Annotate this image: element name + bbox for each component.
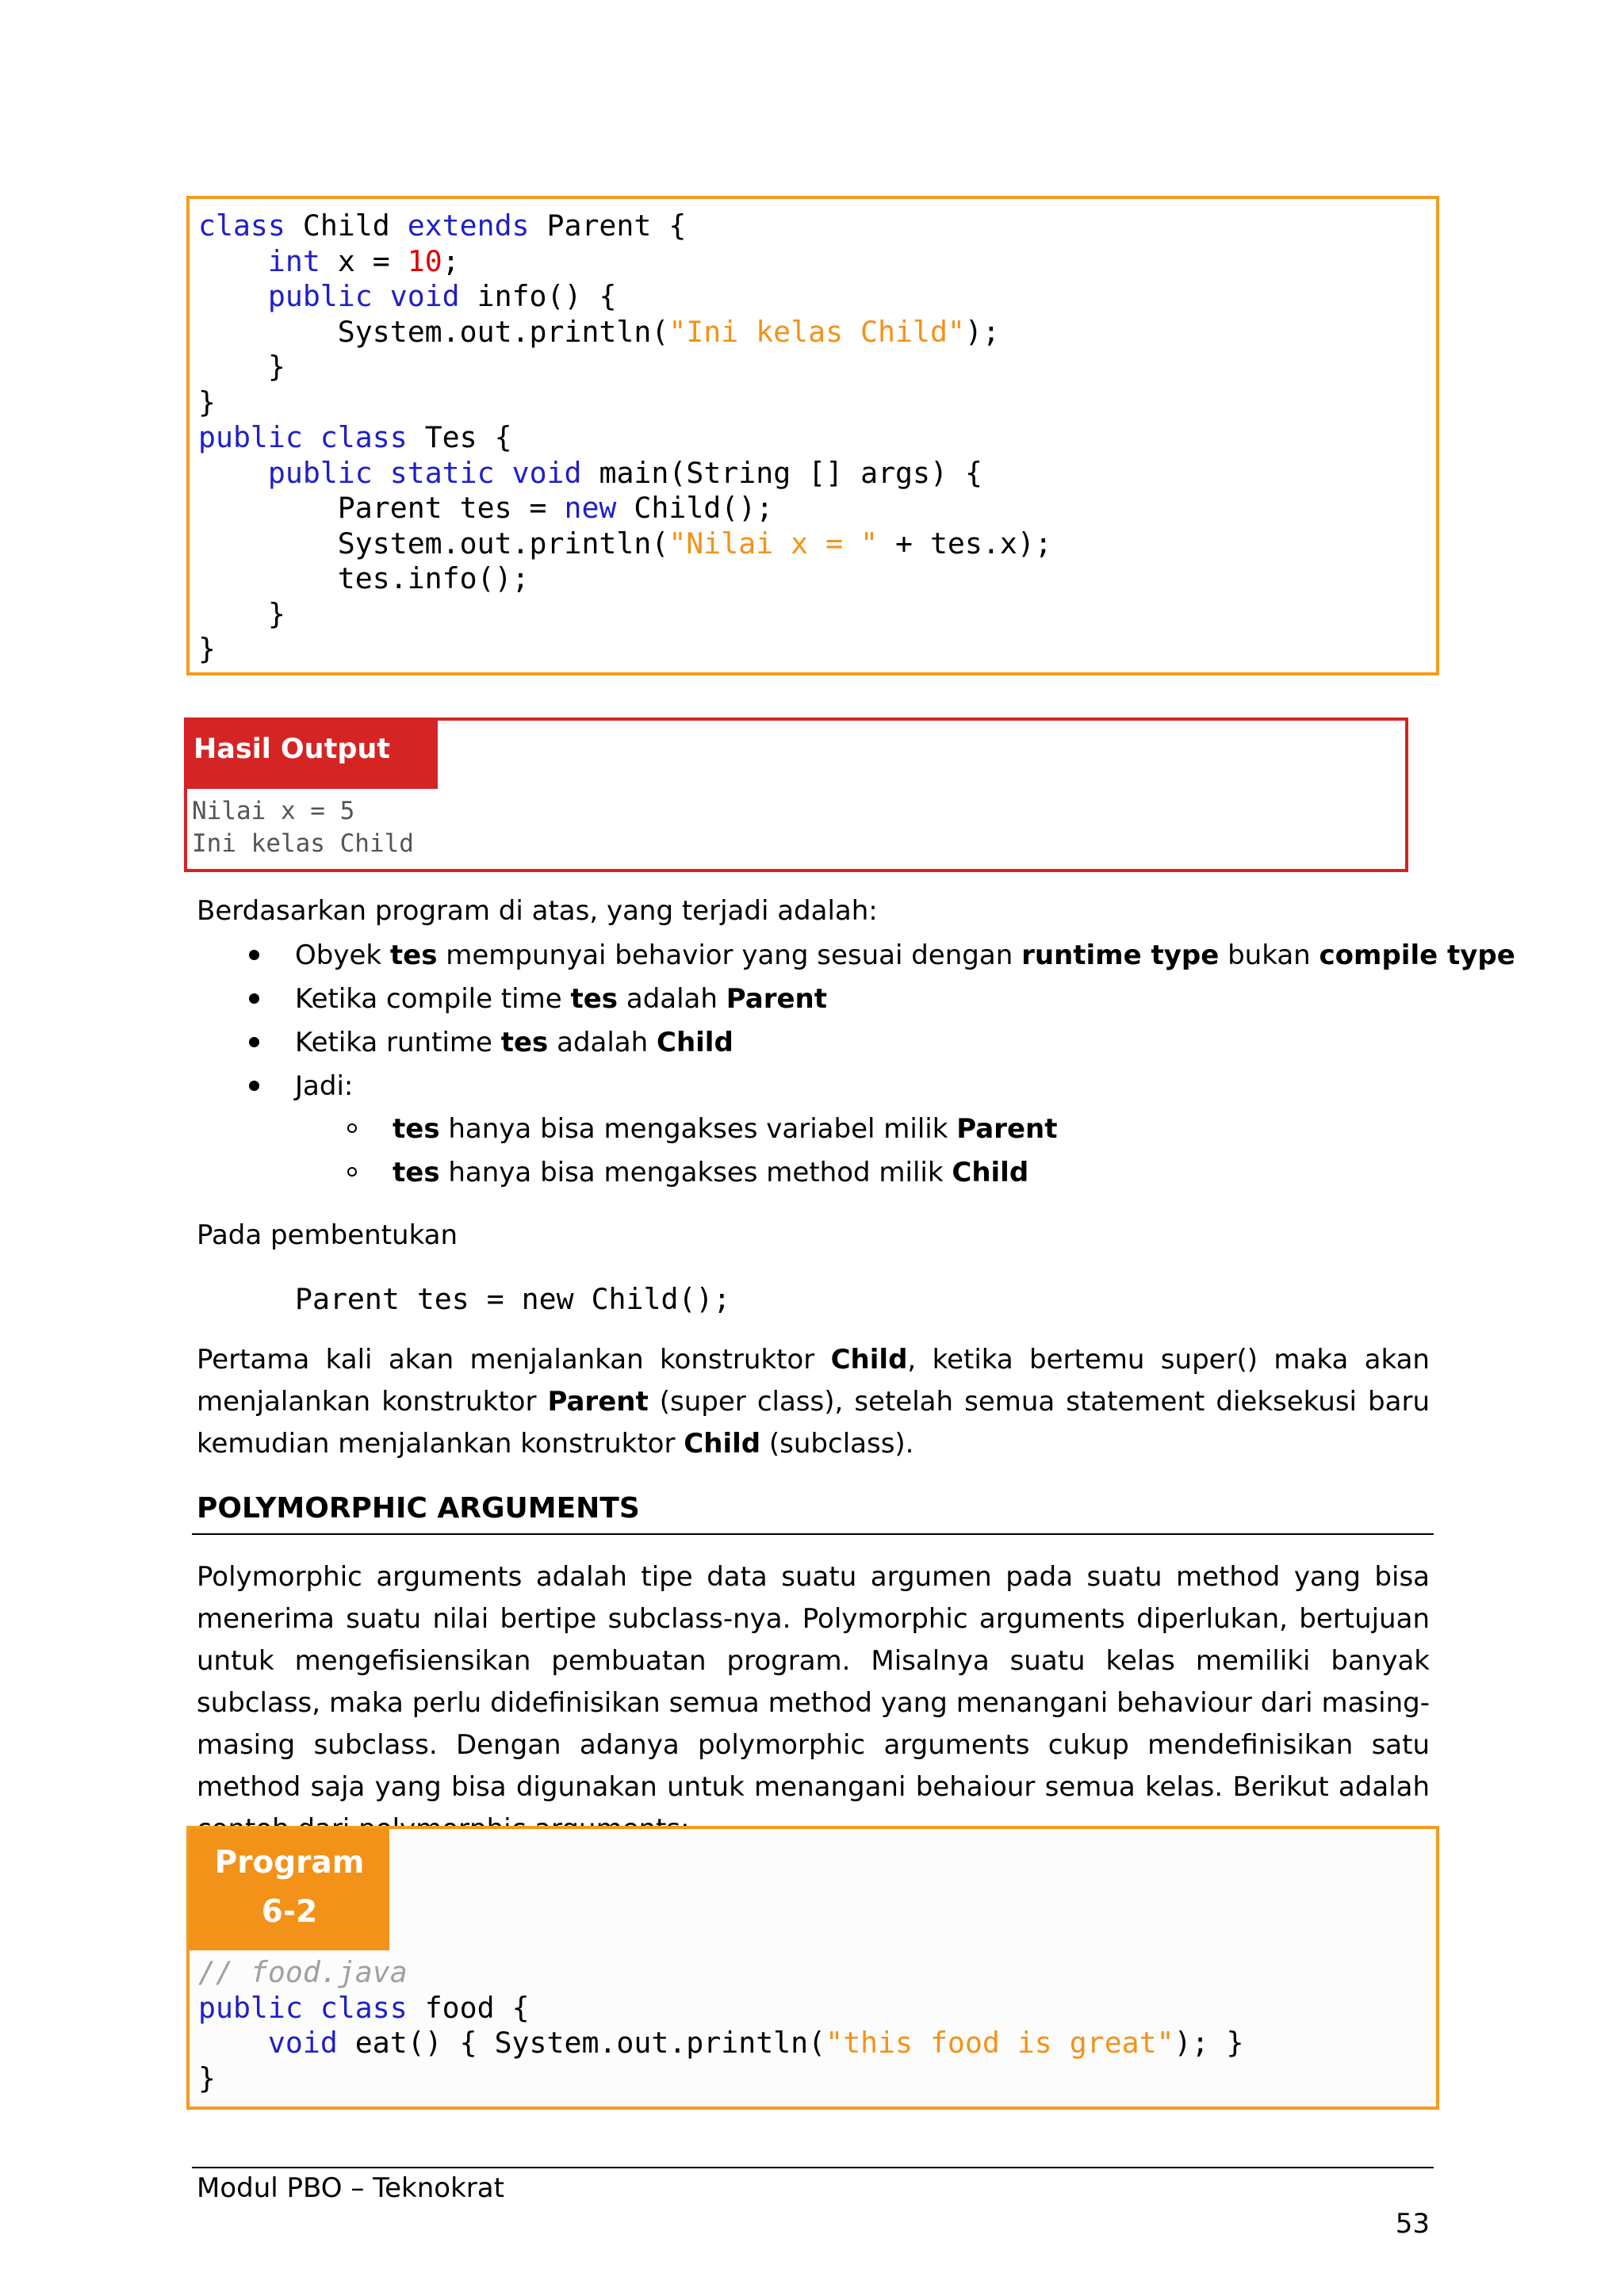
bold-text: Parent	[956, 1113, 1058, 1145]
intro-text: Berdasarkan program di atas, yang terjadi adalah:	[197, 895, 878, 927]
text-run: (subclass).	[760, 1428, 914, 1460]
paragraph-constructor	[197, 1339, 1430, 1465]
code-top-token: Child();	[616, 491, 774, 525]
bullet-list	[295, 934, 1515, 1108]
code-top-token	[373, 279, 390, 313]
bold-text: Parent	[547, 1386, 649, 1418]
text-run: Obyek	[295, 939, 390, 971]
bullet-dot-icon	[249, 950, 259, 960]
program-label: Program 6-2	[190, 1829, 389, 1950]
code-top-token: extends	[407, 209, 530, 243]
code-bottom-token: public	[198, 1990, 303, 2025]
bold-text: compile type	[1319, 939, 1515, 971]
code-top-token	[373, 456, 390, 490]
code-top-token: void	[389, 279, 460, 313]
code-top-token: public	[198, 420, 303, 454]
paragraph-polymorphic-arguments: Polymorphic arguments adalah tipe data suatu argumen pada suatu method yang bisa menerima suatu nilai bertipe subclass-nya. Polymorphic arguments diperlukan, bertujuan untuk mengefisiensikan pembuatan program. Misalnya suatu kelas memiliki banyak subclass, maka perlu didefinisikan semua method yang menangani behaviour dari masing-masing subclass. Dengan adanya polymorphic arguments cukup mendefinisikan satu method saja yang bisa digunakan untuk menangani behaiour semua kelas. Berikut adalah	[197, 1561, 1430, 1803]
bold-text: tes	[393, 1157, 440, 1188]
pada-text: Pada pembentukan	[197, 1219, 458, 1251]
text-run: hanya bisa mengakses variabel milik	[439, 1113, 957, 1145]
text-run: (super class), setelah semua statement dieksekusi baru kemudian menjalankan konstruktor	[197, 1386, 1430, 1460]
text-run: hanya bisa mengakses method milik	[439, 1157, 952, 1188]
code-top-token: tes.info();	[198, 561, 530, 595]
code-bottom-token: void	[267, 2026, 338, 2060]
code-bottom-token: class	[320, 1990, 408, 2025]
code-top-token: );	[964, 314, 1000, 349]
bullet-dot-icon	[249, 1037, 259, 1047]
code-bottom-token: eat() { System.out.println(	[337, 2026, 826, 2060]
bullet-item	[295, 1065, 1515, 1108]
code-top-token: class	[198, 209, 285, 243]
bold-text: tes	[389, 939, 438, 971]
code-top-token: }	[198, 596, 285, 631]
bold-text: Child	[952, 1157, 1029, 1188]
output-title: Hasil Output	[187, 721, 438, 789]
text-run: bukan	[1219, 939, 1320, 971]
code-top-token: Parent {	[529, 209, 687, 243]
code-top-token: static	[389, 455, 495, 490]
code-bottom-token: "this food is great"	[825, 2026, 1174, 2060]
code-top-token: new	[564, 491, 617, 525]
bold-text: Child	[684, 1428, 761, 1460]
code-top-token: main(String [] args) {	[581, 455, 982, 490]
code-bottom-token	[303, 1991, 320, 2025]
code-top-token: "Ini kelas Child"	[668, 314, 965, 349]
sub-bullet-item	[393, 1108, 1057, 1151]
program-6-2-block	[186, 1826, 1439, 2110]
code-bottom-token: food {	[407, 1990, 530, 2025]
section-heading: POLYMORPHIC ARGUMENTS	[197, 1492, 640, 1525]
code-top-token: public	[267, 455, 373, 490]
text-run: , ketika bertemu super() maka akan menjalankan konstruktor	[197, 1344, 1430, 1418]
code-top-token: }	[198, 385, 216, 419]
bullet-circle-icon	[347, 1123, 357, 1133]
code-top-token: void	[511, 455, 582, 490]
code-bottom-token: }	[198, 2061, 216, 2095]
code-top-token: System.out.println(	[198, 526, 669, 561]
code-bottom-token	[198, 2026, 268, 2060]
footer-title: Modul PBO – Teknokrat	[197, 2172, 504, 2204]
page-number: 53	[1395, 2208, 1430, 2240]
code-top-token: int	[267, 243, 320, 278]
bullet-dot-icon	[249, 993, 259, 1004]
code-bottom-token: ); }	[1174, 2026, 1244, 2060]
bullet-circle-icon	[347, 1167, 357, 1177]
code-top-token: }	[198, 632, 216, 666]
code-block-child-tes	[186, 196, 1439, 675]
bold-text: tes	[500, 1027, 549, 1058]
code-top-token	[198, 279, 268, 313]
text-run: adalah	[618, 983, 726, 1015]
text-run: Pertama kali akan menjalankan konstruktor	[197, 1344, 831, 1376]
code-top-token: }	[198, 350, 285, 384]
code-top-token: class	[320, 420, 408, 454]
code-top-token: Parent tes =	[198, 491, 565, 525]
bold-text: Child	[830, 1344, 908, 1376]
bold-text: Child	[657, 1027, 733, 1058]
code-top-token: 10	[407, 243, 442, 278]
bullet-item	[295, 934, 1515, 978]
text-run: Ketika compile time	[295, 983, 571, 1015]
bold-text: runtime type	[1021, 939, 1220, 971]
code-listing	[198, 209, 1052, 668]
code-top-token	[495, 456, 512, 490]
bullet-item	[295, 1021, 1515, 1065]
bold-text: tes	[570, 983, 619, 1015]
text-run: Ketika runtime	[295, 1027, 501, 1058]
sub-bullet-list	[393, 1108, 1057, 1195]
footer-rule	[192, 2167, 1434, 2168]
sub-bullet-item	[393, 1151, 1057, 1195]
bold-text: tes	[393, 1113, 440, 1145]
output-box	[184, 718, 1408, 872]
code-top-token: System.out.println(	[198, 314, 669, 349]
bullet-item	[295, 978, 1515, 1021]
code-listing-food	[198, 1955, 1244, 2096]
code-top-token: x =	[320, 243, 408, 278]
bullet-dot-icon	[249, 1081, 259, 1091]
text-run: adalah	[548, 1027, 657, 1058]
text-run: Jadi:	[295, 1070, 354, 1102]
code-top-token: Child	[285, 209, 408, 243]
code-top-token	[198, 244, 268, 278]
code-top-token: public	[267, 279, 373, 313]
code-top-token: + tes.x);	[878, 526, 1052, 561]
code-top-token: "Nilai x = "	[668, 526, 879, 561]
code-top-token: Tes {	[407, 420, 512, 454]
code-top-token: ;	[442, 243, 460, 278]
bold-text: Parent	[726, 983, 827, 1015]
code-top-token	[303, 420, 320, 454]
heading-rule	[192, 1533, 1434, 1535]
output-text: Nilai x = 5 Ini kelas Child	[192, 797, 414, 858]
inline-code: Parent tes = new Child();	[295, 1282, 731, 1316]
code-top-token: info() {	[459, 279, 617, 313]
code-top-token	[198, 456, 268, 490]
text-run: mempunyai behavior yang sesuai dengan	[437, 939, 1022, 971]
code-bottom-token: // food.java	[198, 1955, 408, 1989]
